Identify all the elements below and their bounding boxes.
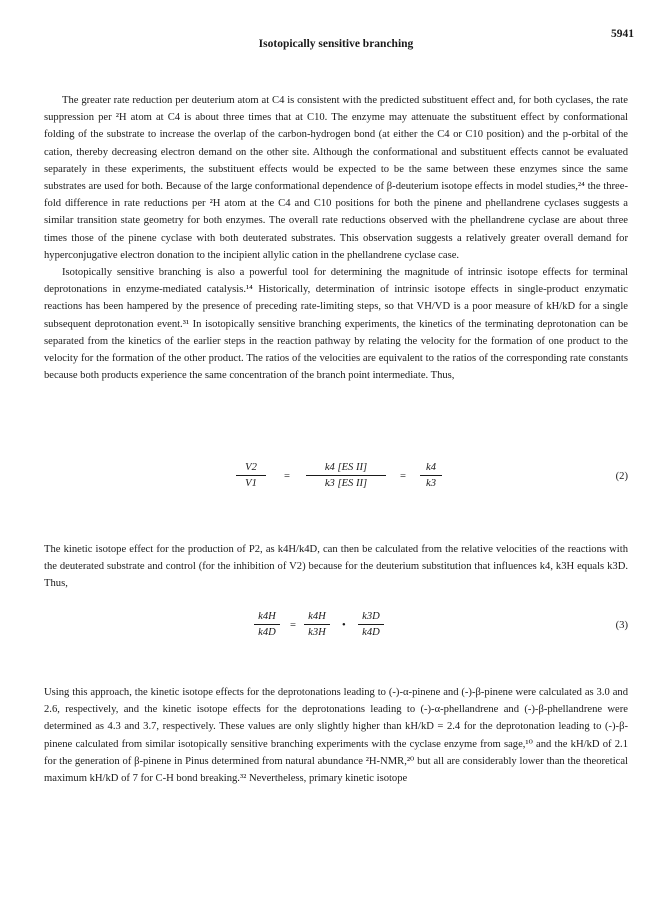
eq2-lhs-numerator: V2 [245,462,257,473]
eq3-rhs-denominator: k4D [362,627,380,638]
eq3-middle-numerator: k4H [308,611,326,622]
eq2-lhs-fraction [236,462,266,489]
eq3-rhs-numerator: k3D [362,611,380,622]
eq3-lhs-numerator: k4H [258,611,276,622]
eq3-rhs-fraction [358,611,384,638]
paragraph-block-3 [44,684,628,787]
paragraph-3: The kinetic isotope effect for the production of P2, as k4H/k4D, can then be calculated from the relative velocities of the reactions with the deuterated substrate and control (for the inhibition of V2) because for the deuterium substitution that influences k4, k3H equals k3D. Thus, [44,544,628,590]
paragraph-1: The greater rate reduction per deuterium atom at C4 is consistent with the predicted substituent effect and, for both cyclases, the rate suppression per ²H atom at C4 is about three times that at C10. The enzyme may attenuate the substituent effect by conformational folding of the substrate to increase the overlap of the carbon-hydrogen bond (at either the C4 or C10 position) and the p-orbital of the cation, thereby decreasing electron demand on the other site. Although the conformational and substituent effects cannot be evaluated separately in these experiments, the substituent effects would be expected to be the same between these enzymes since the same substrates are used for both. Because of the large conformational dependence of β-deuterium isotope effects in model studies,²⁴ the three-fold difference in rate reductions per ²H atom at the C4 and C10 positions for both the pinene and phellandrene cyclases suggests a similar transition state geometry for both enzymes. The overall rate reductions observed with the phellandrene cyclase are about three times those of the pinene cyclase with both deuterated substrates. This observation suggests a relatively greater overall demand for hyperconjugative electron donation to the incipient allylic cation in the phellandrene cyclase case. [44,95,628,261]
equation-3-label: (3) [615,620,628,631]
equation-2-label: (2) [615,471,628,482]
paragraph-2: Isotopically sensitive branching is also a powerful tool for determining the magnitude of intrinsic isotope effects for terminal deprotonations in enzyme-mediated catalysis.¹⁴ Historically, determination of intrinsic isotope effects in single-product enzymatic reactions has been hampered by the presence of preceding rate-limiting steps, so that VH/VD is a poor measure of kH/kD for a single subsequent deprotonation event.³¹ In isotopically sensitive branching experiments, the kinetics of the terminating deprotonation can be separated from the kinetics of the earlier steps in the reaction pathway by relating the velocity for the formation of one product to the velocity for the formation of the other product. The ratios of the velocities are equivalent to the ratios of the corresponding rate constants because both products experience the same concentration of the branch point intermediate. Thus, [44,267,628,382]
eq3-multiply: • [342,620,346,631]
eq2-equals-1: = [284,471,290,482]
eq2-middle-numerator: k4 [ES II] [324,462,368,473]
eq3-equals: = [290,620,296,631]
paragraph-4: Using this approach, the kinetic isotope effects for the deprotonations leading to (-)-α-pinene and (-)-β-pinene were calculated as 3.0 and 2.6, respectively, and the kinetic isotope effects for the deprotonations leading to (-)-α-phellandrene and (-)-β-phellandrene were determined as 4.3 and 3.7, respectively. These values are only slightly higher than kH/kD = 2.4 for the deprotonation leading to (-)-β-pinene calculated from similar isotopically sensitive branching experiments with the cyclase enzyme from sage,¹⁰ and the kH/kD of 2.1 for the generation of β-pinene in Pinus determined from natural abundance ²H-NMR,²⁰ but all are considerably lower than the theoretical maximum kH/kD of 7 for C-H bond breaking.³² Nevertheless, primary kinetic isotope [44,687,628,785]
eq2-middle-denominator: k3 [ES II] [324,478,368,489]
running-title: Isotopically sensitive branching [258,38,414,50]
eq3-lhs-denominator: k4D [258,627,276,638]
paragraph-block-1 [44,92,628,384]
eq3-middle-denominator: k3H [308,627,326,638]
eq2-rhs-numerator: k4 [426,462,436,473]
page-number: 5941 [611,28,634,40]
paragraph-block-2 [44,541,628,593]
eq3-lhs-fraction [254,611,280,638]
eq2-equals-2: = [400,471,406,482]
eq2-lhs-denominator: V1 [245,478,257,489]
equation-2 [0,462,672,508]
eq2-rhs-denominator: k3 [426,478,436,489]
equation-3 [0,611,672,657]
eq2-rhs-fraction [420,462,442,489]
eq2-middle-fraction [306,462,386,489]
eq3-middle-fraction [304,611,330,638]
